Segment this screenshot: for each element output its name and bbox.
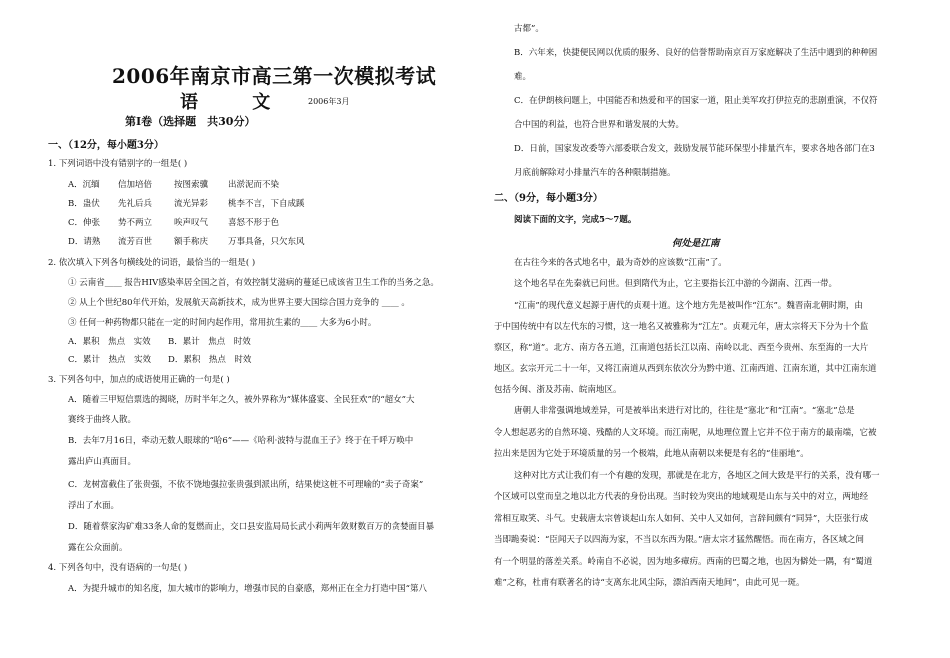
question-4-continued-line: 月底前解除对小排量汽车的各种限制措施。: [514, 168, 676, 178]
question-4-line: A．为提升城市的知名度，加大城市的影响力，增强市民的自豪感，郑州正在全力打造中国“第八: [68, 584, 427, 594]
passage-line: 察区，称“道”。北方、南方各五道，江南道包括长江以南、南岭以北、西至今贵州、东至海的一大片: [494, 343, 869, 353]
passage-line: 有一个明显的落差关系。岭南自不必说，因为地多瘴疠。西南的巴蜀之地，也因为僻处一隅，有“蜀道: [494, 557, 873, 567]
question-4-stem: 4. 下列各句中，没有语病的一句是( ): [48, 563, 188, 573]
passage-line: 这种对比方式让我们有一个有趣的发现，那就是在北方，各地区之间大致是平行的关系，没有哪一: [514, 471, 880, 481]
subject-title: 语 文: [180, 92, 295, 113]
passage-line: 在古往今来的各式地名中，最为奇妙的应该数“江南”了。: [514, 258, 727, 268]
passage-line: 于中国传统中有以左代东的习惯，这一地名又被雅称为“江左”。贞观元年，唐太宗将天下分为十个监: [494, 322, 869, 332]
passage-line: 唐朝人非常强调地域差异，可是被举出来进行对比的，往往是“塞北”和“江南”。“塞北”总是: [514, 406, 855, 416]
question-2-stem: 2. 依次填入下列各句横线处的词语，最恰当的一组是( ): [48, 258, 256, 268]
passage-line: 常相互取笑、斗气。史载唐太宗曾谈起山东人如何、关中人又如何，言辞间颇有“同异”，大臣张行成: [494, 514, 869, 524]
question-2-item-1: ① 云南省____ 报告HIV感染率居全国之首，有效控制艾滋病的蔓延已成该省卫生工作的当务之急。: [68, 278, 439, 288]
question-2-item-3: ③ 任何一种药物都只能在一定的时间内起作用，常用抗生素的____ 大多为6小时。: [68, 318, 377, 328]
question-4-continued-line: 古都”。: [514, 24, 544, 34]
question-3-line: A．随着三甲短信票选的揭晓，历时半年之久，被外界称为“媒体盛宴、全民狂欢”的“超女”大: [68, 395, 415, 405]
question-3-line: D．随着蔡家沟矿难33条人命的复燃而止，交口县安监局局长武小莉两年敛财数百万的贪婪面目暴: [68, 522, 435, 532]
question-4-continued-line: 合中国的利益，也符合世界和谐发展的大势。: [514, 120, 685, 130]
passage-line: 包括今闽、浙及苏南、皖南地区。: [494, 385, 622, 395]
exam-title: 2006年南京市高三第一次模拟考试: [112, 64, 437, 88]
question-4-continued-line: C．在伊朗核问题上，中国能否和热爱和平的国家一道，阻止美军攻打伊拉克的悲剧重演，不仅符: [514, 96, 878, 106]
question-1-option-d: D．请熟 流芳百世 额手称庆 万事具备，只欠东风: [68, 237, 305, 247]
question-1-stem: 1. 下列词语中没有错别字的一组是( ): [48, 159, 188, 169]
passage-line: 令人想起恶劣的自然环境、残酷的人文环境。而江南呢，从地理位置上它并不位于南方的最南端，它被: [494, 428, 877, 438]
question-4-continued-line: D．日前，国家发改委等六部委联合发文，鼓励发展节能环保型小排量汽车，要求各地各部门在3: [514, 144, 875, 154]
passage-title: 何处是江南: [672, 238, 720, 249]
passage-line: 当即跪奏说：“臣闻天子以四海为家，不当以东西为限。”唐太宗才猛然醒悟。而在南方，各区域之间: [494, 535, 864, 545]
reading-instruction: 阅读下面的文字，完成5～7题。: [514, 215, 637, 225]
question-3-line: B．去年7月16日，牵动无数人眼球的“哈6”——《哈利·波特与混血王子》终于在千呼万唤中: [68, 436, 414, 446]
exam-date: 2006年3月: [308, 97, 350, 106]
question-3-line: 赛终于曲终人散。: [68, 415, 137, 425]
question-3-line: 露出庐山真面目。: [68, 457, 137, 467]
section-1-heading: 一、（12分，每小题3分）: [48, 140, 164, 151]
paper-part-heading: 第Ⅰ卷（选择题 共30分）: [125, 115, 256, 128]
question-1-option-b: B．蛊伏 先礼后兵 流光异彩 桃李不言，下自成蹊: [68, 199, 305, 209]
question-4-continued-line: 难。: [514, 72, 532, 82]
question-4-continued-line: B．六年来，快捷便民网以优质的服务、良好的信誉帮助南京百万家庭解决了生活中遇到的种种困: [514, 48, 878, 58]
question-3-line: C．龙树富截住了张贵强，不依不饶地强拉张贵强到派出所，结果使这桩不可理喻的“卖子奇案”: [68, 480, 424, 490]
question-2-options-cd: C．累计 热点 实效 D．累积 热点 时效: [68, 355, 252, 365]
passage-line: 地区。玄宗开元二十一年，又将江南道从西到东依次分为黔中道、江南西道、江南东道，其中江南东道: [494, 364, 877, 374]
passage-line: 拉出来是因为它处于环境质量的另一个极端，此地从南朝以来便是有名的“佳丽地”。: [494, 449, 809, 459]
question-3-line: 露在公众面前。: [68, 543, 128, 553]
passage-line: “江南”的现代意义起源于唐代的贞观十道。这个地方先是被叫作“江东”。魏晋南北朝时期，由: [514, 301, 863, 311]
passage-line: 难”之称，杜甫有联著名的诗“支离东北风尘际，漂泊西南天地间”，由此可见一斑。: [494, 578, 805, 588]
question-2-item-2: ② 从上个世纪80年代开始，发展航天高新技术，成为世界主要大国综合国力竞争的 ____ 。: [68, 298, 410, 308]
section-2-heading: 二、（9分，每小题3分）: [494, 193, 603, 204]
passage-line: 个区域可以堂而皇之地以北方代表的身份出现。当时较为突出的地域观是山东与关中的对立，两地经: [494, 492, 869, 502]
question-1-option-a: A．沉缅 信加培倍 按图索骥 出淤泥而不染: [68, 180, 280, 190]
question-3-stem: 3. 下列各句中，加点的成语使用正确的一句是( ): [48, 375, 230, 385]
passage-line: 这个地名早在先秦就已问世。但到隋代为止，它主要指长江中游的今湖南、江西一带。: [514, 279, 838, 289]
question-3-line: 浮出了水面。: [68, 501, 120, 511]
question-1-option-c: C．伸张 势不两立 唉声叹气 喜怒不形于色: [68, 218, 280, 228]
question-2-options-ab: A．累积 焦点 实效 B．累计 焦点 时效: [68, 337, 251, 347]
